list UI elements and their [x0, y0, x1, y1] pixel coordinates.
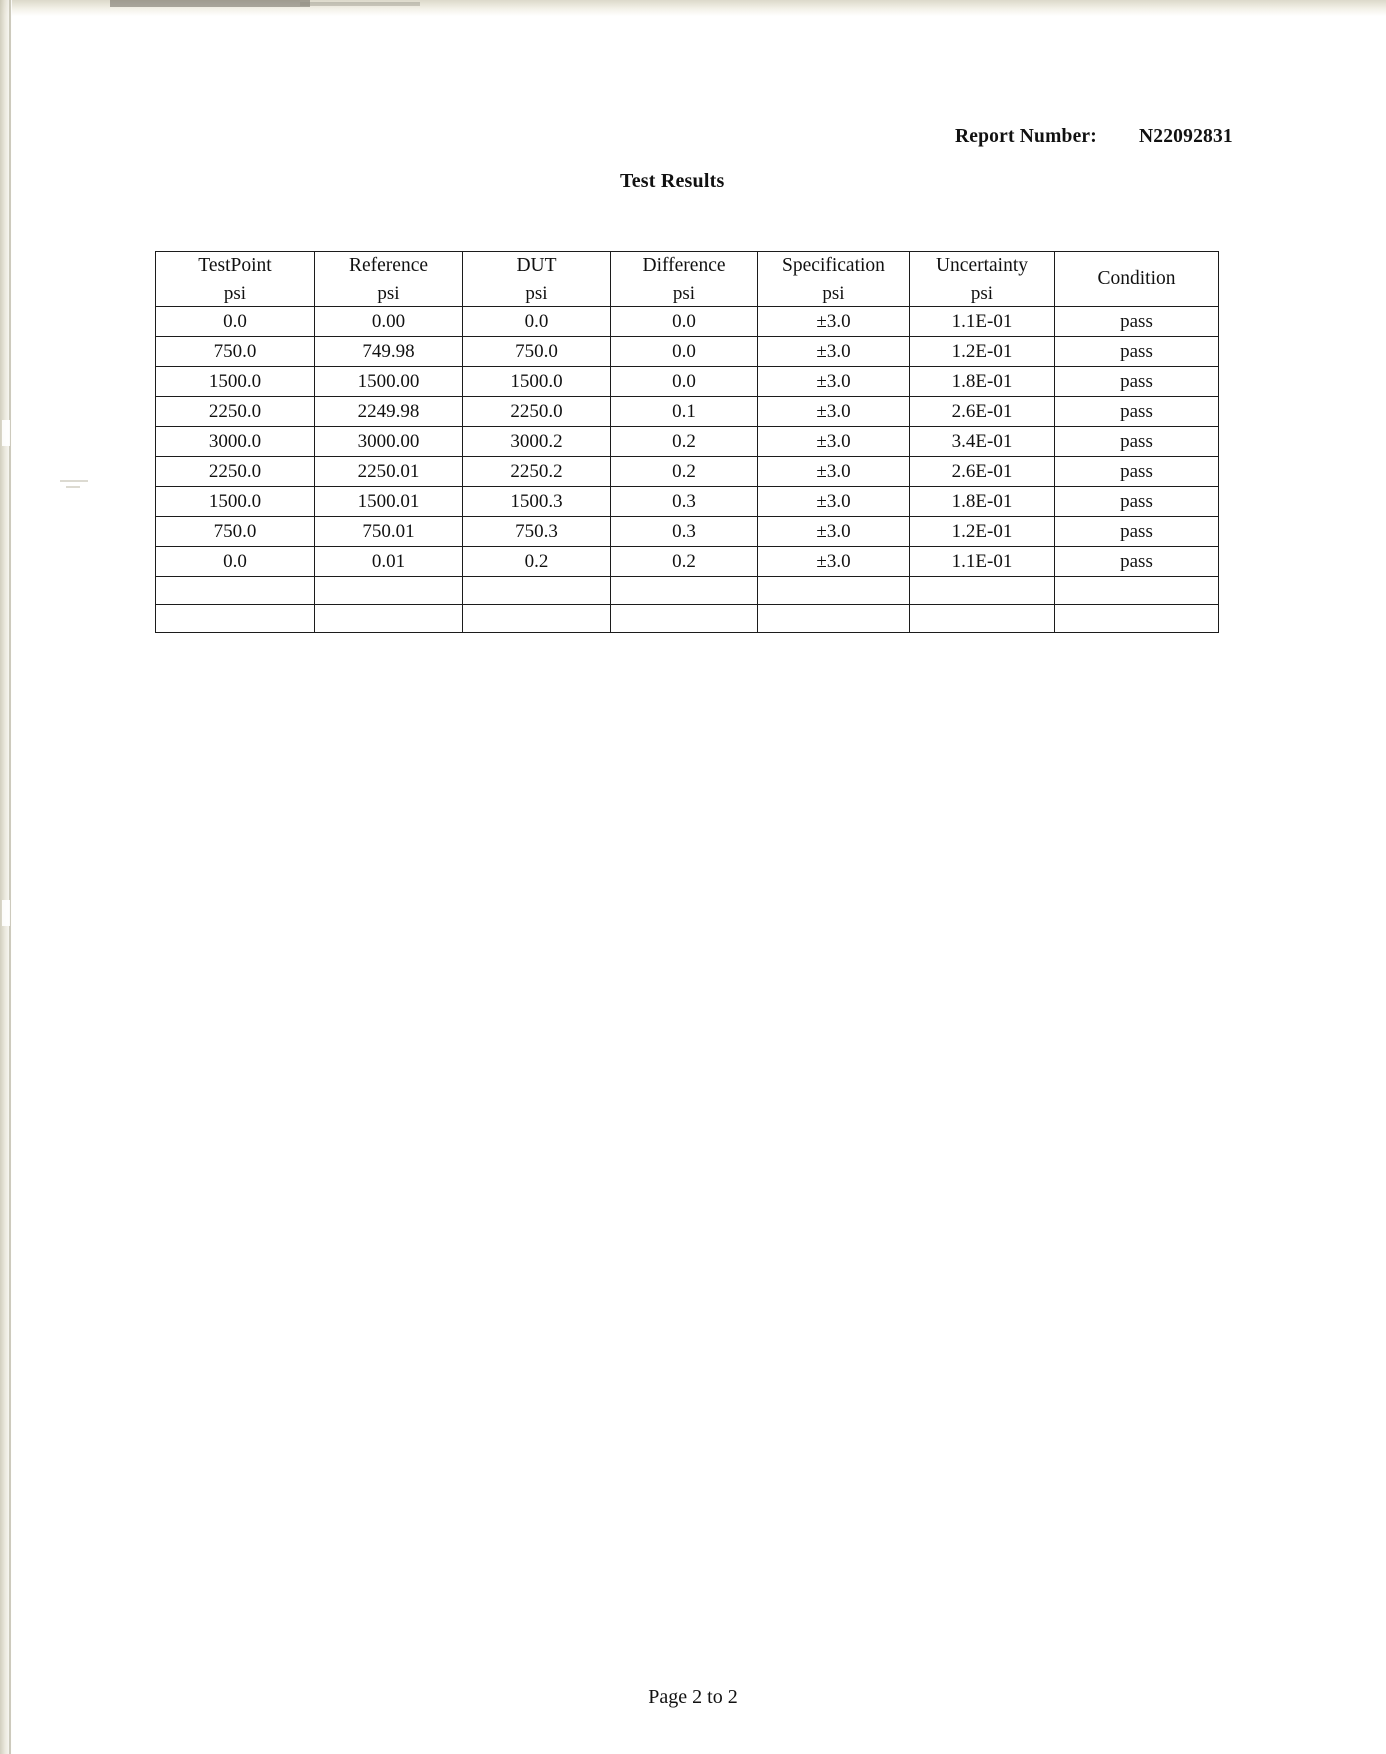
- table-row: [156, 367, 1219, 397]
- column-unit-dut: psi: [463, 280, 611, 307]
- cell-uncertainty: 1.1E-01: [910, 307, 1055, 337]
- cell-reference: 2249.98: [315, 397, 463, 427]
- cell-specification: ±3.0: [758, 367, 910, 397]
- column-unit-reference: psi: [315, 280, 463, 307]
- cell-testpoint: 0.0: [156, 547, 315, 577]
- report-number-value: N22092831: [1138, 126, 1233, 147]
- page-top-smudge-artifact-2: [300, 2, 420, 6]
- table-row: [156, 547, 1219, 577]
- cell-testpoint: 1500.0: [156, 367, 315, 397]
- cell-difference: [611, 605, 758, 633]
- column-unit-difference: psi: [611, 280, 758, 307]
- page-edge-nick-1: [2, 420, 10, 446]
- cell-dut: 2250.2: [463, 457, 611, 487]
- cell-difference: 0.0: [611, 337, 758, 367]
- cell-reference: 1500.00: [315, 367, 463, 397]
- cell-dut: 1500.0: [463, 367, 611, 397]
- cell-condition: pass: [1055, 367, 1219, 397]
- cell-specification: ±3.0: [758, 337, 910, 367]
- column-header-difference: Difference: [611, 252, 758, 281]
- cell-specification: [758, 577, 910, 605]
- table-row: [156, 577, 1219, 605]
- page-title: Test Results: [620, 170, 725, 192]
- cell-dut: [463, 605, 611, 633]
- cell-testpoint: 3000.0: [156, 427, 315, 457]
- cell-condition: pass: [1055, 307, 1219, 337]
- table-row: [156, 605, 1219, 633]
- cell-reference: 1500.01: [315, 487, 463, 517]
- column-unit-uncertainty: psi: [910, 280, 1055, 307]
- cell-specification: ±3.0: [758, 397, 910, 427]
- cell-condition: [1055, 577, 1219, 605]
- cell-uncertainty: 1.8E-01: [910, 487, 1055, 517]
- cell-dut: 2250.0: [463, 397, 611, 427]
- page-footer: Page 2 to 2: [648, 1686, 738, 1708]
- table-row: [156, 397, 1219, 427]
- column-header-reference: Reference: [315, 252, 463, 281]
- cell-uncertainty: 1.8E-01: [910, 367, 1055, 397]
- table-header-row: [156, 252, 1219, 281]
- cell-dut: 0.2: [463, 547, 611, 577]
- cell-testpoint: 1500.0: [156, 487, 315, 517]
- scan-speck-2: [66, 486, 80, 488]
- cell-reference: [315, 605, 463, 633]
- scan-speck-1: [60, 480, 88, 482]
- table-row: [156, 337, 1219, 367]
- cell-specification: ±3.0: [758, 427, 910, 457]
- cell-difference: 0.2: [611, 427, 758, 457]
- cell-condition: pass: [1055, 397, 1219, 427]
- column-unit-specification: psi: [758, 280, 910, 307]
- cell-dut: 750.3: [463, 517, 611, 547]
- cell-condition: pass: [1055, 487, 1219, 517]
- page-top-smudge-artifact: [110, 0, 310, 7]
- test-results-table: [155, 251, 1219, 633]
- column-header-condition: Condition: [1055, 252, 1219, 307]
- column-header-dut: DUT: [463, 252, 611, 281]
- cell-difference: 0.3: [611, 517, 758, 547]
- column-header-specification: Specification: [758, 252, 910, 281]
- cell-reference: 3000.00: [315, 427, 463, 457]
- cell-condition: pass: [1055, 517, 1219, 547]
- cell-specification: [758, 605, 910, 633]
- page-left-edge-line: [9, 0, 11, 1754]
- cell-testpoint: [156, 605, 315, 633]
- cell-uncertainty: 1.2E-01: [910, 337, 1055, 367]
- report-number-label: Report Number:: [955, 126, 1097, 147]
- cell-difference: 0.1: [611, 397, 758, 427]
- cell-condition: pass: [1055, 547, 1219, 577]
- cell-uncertainty: [910, 605, 1055, 633]
- page-edge-nick-2: [2, 900, 10, 926]
- table-row: [156, 457, 1219, 487]
- cell-difference: 0.3: [611, 487, 758, 517]
- cell-specification: ±3.0: [758, 517, 910, 547]
- cell-reference: 749.98: [315, 337, 463, 367]
- cell-specification: ±3.0: [758, 487, 910, 517]
- cell-difference: 0.0: [611, 367, 758, 397]
- cell-specification: ±3.0: [758, 457, 910, 487]
- cell-dut: 750.0: [463, 337, 611, 367]
- cell-uncertainty: 2.6E-01: [910, 397, 1055, 427]
- table-row: [156, 427, 1219, 457]
- cell-reference: 2250.01: [315, 457, 463, 487]
- cell-reference: 0.00: [315, 307, 463, 337]
- cell-condition: [1055, 605, 1219, 633]
- cell-testpoint: [156, 577, 315, 605]
- cell-uncertainty: 3.4E-01: [910, 427, 1055, 457]
- cell-reference: [315, 577, 463, 605]
- cell-dut: [463, 577, 611, 605]
- cell-uncertainty: 1.1E-01: [910, 547, 1055, 577]
- cell-dut: 1500.3: [463, 487, 611, 517]
- cell-dut: 0.0: [463, 307, 611, 337]
- cell-dut: 3000.2: [463, 427, 611, 457]
- cell-testpoint: 2250.0: [156, 457, 315, 487]
- table-row: [156, 307, 1219, 337]
- cell-uncertainty: 2.6E-01: [910, 457, 1055, 487]
- cell-specification: ±3.0: [758, 547, 910, 577]
- cell-reference: 0.01: [315, 547, 463, 577]
- column-unit-testpoint: psi: [156, 280, 315, 307]
- column-header-testpoint: TestPoint: [156, 252, 315, 281]
- cell-testpoint: 750.0: [156, 517, 315, 547]
- cell-testpoint: 750.0: [156, 337, 315, 367]
- cell-reference: 750.01: [315, 517, 463, 547]
- cell-testpoint: 0.0: [156, 307, 315, 337]
- table-row: [156, 517, 1219, 547]
- cell-testpoint: 2250.0: [156, 397, 315, 427]
- cell-specification: ±3.0: [758, 307, 910, 337]
- cell-difference: [611, 577, 758, 605]
- cell-uncertainty: [910, 577, 1055, 605]
- cell-difference: 0.2: [611, 457, 758, 487]
- cell-condition: pass: [1055, 457, 1219, 487]
- cell-condition: pass: [1055, 427, 1219, 457]
- table-row: [156, 487, 1219, 517]
- column-header-uncertainty: Uncertainty: [910, 252, 1055, 281]
- report-number: [955, 126, 1233, 148]
- cell-difference: 0.2: [611, 547, 758, 577]
- cell-condition: pass: [1055, 337, 1219, 367]
- cell-uncertainty: 1.2E-01: [910, 517, 1055, 547]
- cell-difference: 0.0: [611, 307, 758, 337]
